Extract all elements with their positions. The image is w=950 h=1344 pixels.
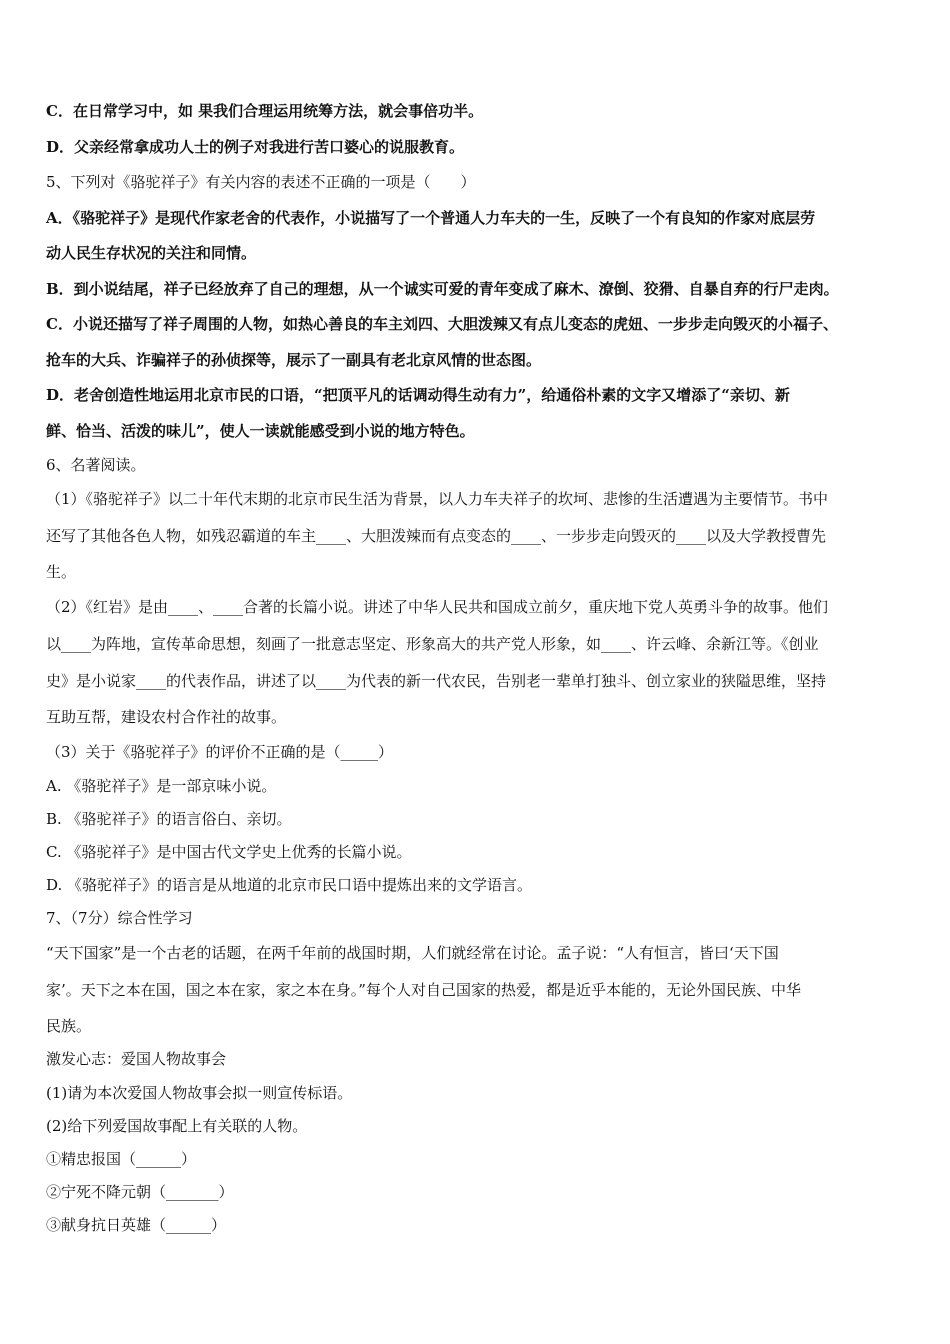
q7-item-3: ③献身抗日英雄（______） <box>46 1216 227 1234</box>
q5-option-d-cont: 鲜、恰当、活泼的味儿”，使人一读就能感受到小说的地方特色。 <box>46 422 475 440</box>
q6-part-3-option-d: D. 《骆驼祥子》的语言是从地道的北京市民口语中提炼出来的文学语言。 <box>46 876 533 894</box>
q7-intro: “天下国家”是一个古老的话题，在两千年前的战国时期，人们就经常在讨论。孟子说：“人有恒言，皆曰‘天下国 <box>46 944 779 962</box>
q6-part-3: （3）关于《骆驼祥子》的评价不正确的是（_____） <box>46 743 394 761</box>
q5-option-b: B．到小说结尾，祥子已经放弃了自己的理想，从一个诚实可爱的青年变成了麻木、潦倒、狡猾、自暴自弃的行尸走肉。 <box>46 280 839 298</box>
q7-task-2: (2)给下列爱国故事配上有关联的人物。 <box>46 1117 308 1135</box>
q6-part-3-option-a: A. 《骆驼祥子》是一部京味小说。 <box>46 777 277 795</box>
q6-part-3-option-b: B. 《骆驼祥子》的语言俗白、亲切。 <box>46 810 292 828</box>
q7-section-title: 激发心志：爱国人物故事会 <box>46 1050 227 1068</box>
q5-option-c-cont: 抢车的大兵、诈骗祥子的孙侦探等，展示了一副具有老北京风情的世态图。 <box>46 351 542 369</box>
question-7: 7、（7分）综合性学习 <box>46 909 193 927</box>
option-d-line: D．父亲经常拿成功人士的例子对我进行苦口婆心的说服教育。 <box>46 138 465 156</box>
q5-option-c: C．小说还描写了祥子周围的人物，如热心善良的车主刘四、大胆泼辣又有点儿变态的虎妞、一步步走向毁灭的小福子、 <box>46 315 838 333</box>
q7-task-1: (1)请为本次爱国人物故事会拟一则宣传标语。 <box>46 1084 353 1102</box>
q5-option-a-cont: 动人民生存状况的关注和同情。 <box>46 244 257 262</box>
q6-part-3-option-c: C. 《骆驼祥子》是中国古代文学史上优秀的长篇小说。 <box>46 843 412 861</box>
q6-part-2-cont2: 史》是小说家____的代表作品，讲述了以____为代表的新一代农民，告别老一辈单打独斗、创立家业的狭隘思维，坚持 <box>46 672 827 690</box>
q7-intro-end: 民族。 <box>46 1017 92 1035</box>
q5-option-d: D．老舍创造性地运用北京市民的口语，“把顶平凡的话调动得生动有力”，给通俗朴素的文字又增添了“亲切、新 <box>46 386 790 404</box>
q5-option-a: A．《骆驼祥子》是现代作家老舍的代表作，小说描写了一个普通人力车夫的一生，反映了一个有良知的作家对底层劳 <box>46 209 816 227</box>
q6-part-1: （1）《骆驼祥子》以二十年代末期的北京市民生活为背景，以人力车夫祥子的坎坷、悲惨的生活遭遇为主要情节。书中 <box>46 490 829 508</box>
q6-part-2-cont: 以____为阵地，宣传革命思想，刻画了一批意志坚定、形象高大的共产党人形象，如____、许云峰、余新江等。《创业 <box>46 635 819 653</box>
q6-part-1-end: 生。 <box>46 563 77 581</box>
q7-intro-cont: 家’。天下之本在国，国之本在家，家之本在身。”每个人对自己国家的热爱，都是近乎本能的，无论外国民族、中华 <box>46 981 801 999</box>
question-6: 6、名著阅读。 <box>46 456 146 474</box>
question-5: 5、下列对《骆驼祥子》有关内容的表述不正确的一项是（ ） <box>46 173 476 191</box>
q7-item-2: ②宁死不降元朝（_______） <box>46 1183 234 1201</box>
q7-item-1: ①精忠报国（______） <box>46 1150 197 1168</box>
option-c-line: C．在日常学习中，如 果我们合理运用统筹方法，就会事倍功半。 <box>46 102 484 120</box>
q6-part-2: （2）《红岩》是由____、____合著的长篇小说。讲述了中华人民共和国成立前夕，重庆地下党人英勇斗争的故事。他们 <box>46 598 829 616</box>
q6-part-1-cont: 还写了其他各色人物，如残忍霸道的车主____、大胆泼辣而有点变态的____、一步步走向毁灭的____以及大学教授曹先 <box>46 527 827 545</box>
q6-part-2-end: 互助互帮，建设农村合作社的故事。 <box>46 708 287 726</box>
